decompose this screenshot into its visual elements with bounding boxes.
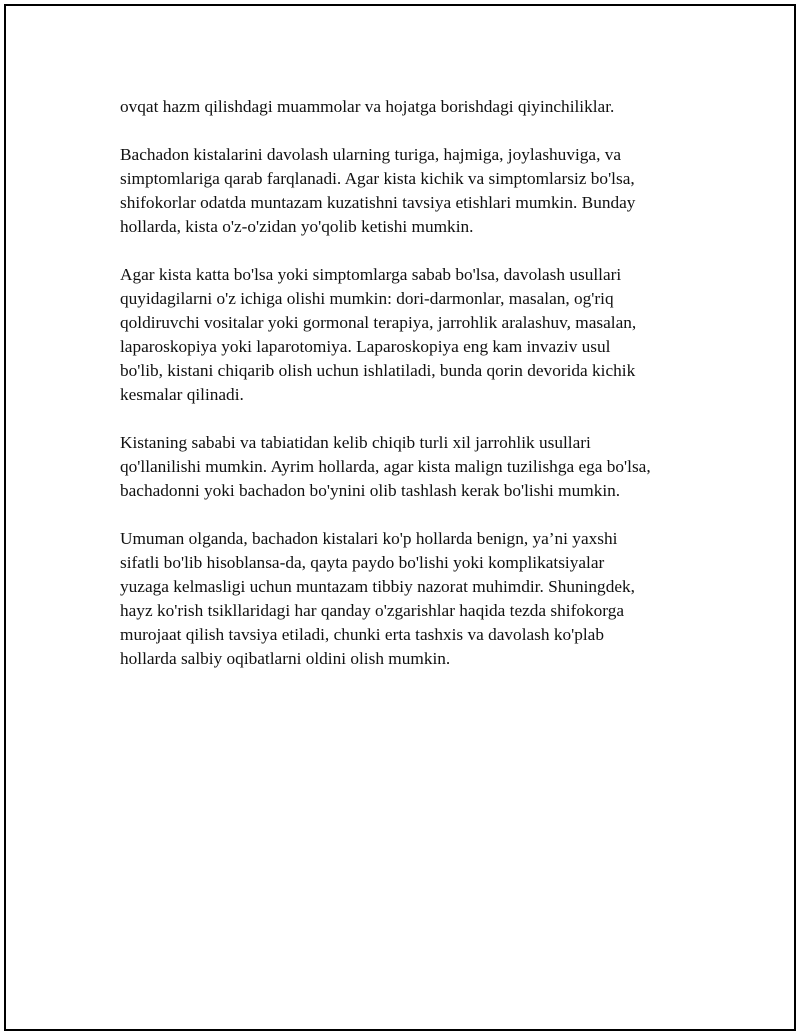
text-line: ovqat hazm qilishdagi muammolar va hojatga borishdagi qiyinchiliklar. [120,97,615,116]
document-page [4,4,796,1031]
text-line: kesmalar qilinadi. [120,385,244,404]
text-line: Kistaning sababi va tabiatidan kelib chiqib turli xil jarrohlik usullari [120,433,591,452]
text-line: laparoskopiya yoki laparotomiya. Laparoskopiya eng kam invaziv usul [120,337,611,356]
text-line: Umuman olganda, bachadon kistalari ko'p hollarda benign, ya’ni yaxshi [120,529,618,548]
text-line: Bachadon kistalarini davolash ularning turiga, hajmiga, joylashuviga, va [120,145,622,164]
paragraph-5 [120,527,710,671]
paragraph-1 [120,95,710,119]
text-line: quyidagilarni o'z ichiga olishi mumkin: dori-darmonlar, masalan, og'riq [120,289,614,308]
text-line: sifatli bo'lib hisoblansa-da, qayta paydo bo'lishi yoki komplikatsiyalar [120,553,605,572]
text-line: qoldiruvchi vositalar yoki gormonal terapiya, jarrohlik aralashuv, masalan, [120,313,637,332]
text-line: hayz ko'rish tsikllaridagi har qanday o'zgarishlar haqida tezda shifokorga [120,601,625,620]
text-line: simptomlariga qarab farqlanadi. Agar kista kichik va simptomlarsiz bo'lsa, [120,169,635,188]
text-line: shifokorlar odatda muntazam kuzatishni tavsiya etishlari mumkin. Bunday [120,193,636,212]
text-line: bo'lib, kistani chiqarib olish uchun ishlatiladi, bunda qorin devorida kichik [120,361,636,380]
paragraph-2 [120,143,710,239]
paragraph-3 [120,263,710,407]
text-line: qo'llanilishi mumkin. Ayrim hollarda, agar kista malign tuzilishga ega bo'lsa, [120,457,651,476]
document-body [120,95,710,695]
text-line: yuzaga kelmasligi uchun muntazam tibbiy nazorat muhimdir. Shuningdek, [120,577,635,596]
text-line: murojaat qilish tavsiya etiladi, chunki erta tashxis va davolash ko'plab [120,625,604,644]
text-line: hollarda salbiy oqibatlarni oldini olish mumkin. [120,649,451,668]
text-line: Agar kista katta bo'lsa yoki simptomlarga sabab bo'lsa, davolash usullari [120,265,622,284]
text-line: hollarda, kista o'z-o'zidan yo'qolib ketishi mumkin. [120,217,474,236]
paragraph-4 [120,431,710,503]
text-line: bachadonni yoki bachadon bo'ynini olib tashlash kerak bo'lishi mumkin. [120,481,621,500]
